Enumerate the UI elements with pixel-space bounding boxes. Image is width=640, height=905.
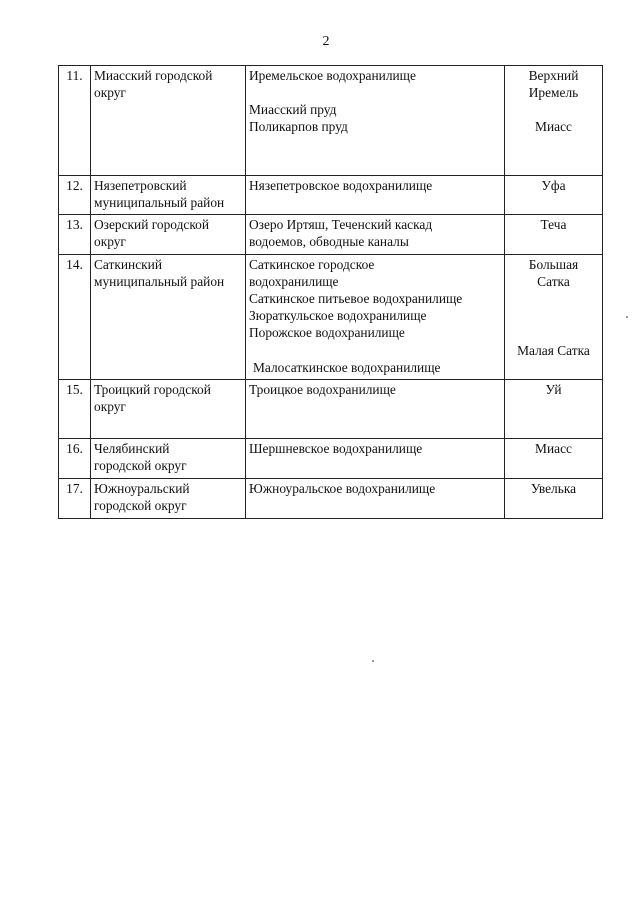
- district-line: Южноуральский: [94, 481, 190, 496]
- table-row: [59, 176, 603, 215]
- river-cell: [505, 176, 603, 215]
- river-cell: [505, 215, 603, 255]
- reservoir-cell: [246, 176, 505, 215]
- river-cell: [505, 479, 603, 519]
- reservoir-line: Порожское водохранилище: [249, 325, 405, 340]
- river-cell: [505, 439, 603, 479]
- district-line: Озерский городской: [94, 217, 210, 232]
- reservoir-cell: [246, 439, 505, 479]
- reservoir-line: Зюраткульское водохранилище: [249, 308, 427, 323]
- row-number: 16.: [59, 439, 91, 479]
- reservoir-line: Южноуральское водохранилище: [249, 481, 436, 496]
- river-line: Сатка: [537, 274, 570, 289]
- district-cell: [91, 380, 246, 439]
- district-line: муниципальный район: [94, 274, 225, 289]
- river-line: Уфа: [541, 178, 566, 193]
- table-row: [59, 215, 603, 255]
- river-line: Миасс: [535, 119, 572, 134]
- river-line: Теча: [540, 217, 567, 232]
- district-cell: [91, 479, 246, 519]
- page-number: 2: [322, 34, 330, 49]
- row-number: 14.: [59, 255, 91, 380]
- reservoir-line: Поликарпов пруд: [249, 119, 348, 134]
- reservoir-line: водоемов, обводные каналы: [249, 234, 409, 249]
- district-line: Челябинский: [94, 441, 170, 456]
- river-line: Иремель: [528, 85, 579, 100]
- district-line: Миасский городской: [94, 68, 213, 83]
- table-row: [59, 380, 603, 439]
- reservoir-cell: [246, 380, 505, 439]
- reservoir-line: Троицкое водохранилище: [249, 382, 396, 397]
- table-row: [59, 66, 603, 176]
- reservoir-table: [58, 65, 603, 519]
- reservoir-line: Нязепетровское водохранилище: [249, 178, 433, 193]
- district-cell: [91, 255, 246, 380]
- district-line: муниципальный район: [94, 195, 225, 210]
- reservoir-cell: [246, 255, 505, 380]
- district-line: Нязепетровский: [94, 178, 187, 193]
- row-number: 13.: [59, 215, 91, 255]
- district-cell: [91, 176, 246, 215]
- reservoir-cell: [246, 215, 505, 255]
- reservoir-line: Саткинское питьевое водохранилище: [249, 291, 463, 306]
- reservoir-cell: [246, 66, 505, 176]
- district-cell: [91, 215, 246, 255]
- river-cell: [505, 66, 603, 176]
- reservoir-line: Миасский пруд: [249, 102, 337, 117]
- district-line: городской округ: [94, 498, 187, 513]
- district-cell: [91, 439, 246, 479]
- river-line: Верхний: [528, 68, 579, 83]
- river-line: Увелька: [530, 481, 577, 496]
- river-line: Миасс: [535, 441, 572, 456]
- district-line: Саткинский: [94, 257, 162, 272]
- row-number: 12.: [59, 176, 91, 215]
- district-line: городской округ: [94, 458, 187, 473]
- river-line: Малая Сатка: [517, 343, 590, 358]
- river-cell: [505, 255, 603, 380]
- reservoir-cell: [246, 479, 505, 519]
- reservoir-line: Саткинское городское: [249, 257, 375, 272]
- scan-speck: [372, 660, 374, 662]
- river-line: Большая: [528, 257, 579, 272]
- district-line: округ: [94, 234, 126, 249]
- table-row: [59, 255, 603, 380]
- river-cell: [505, 380, 603, 439]
- district-line: округ: [94, 85, 126, 100]
- row-number: 15.: [59, 380, 91, 439]
- row-number: 17.: [59, 479, 91, 519]
- scan-speck: [626, 316, 628, 318]
- reservoir-line: Иремельское водохранилище: [249, 68, 416, 83]
- table-row: [59, 479, 603, 519]
- district-line: округ: [94, 399, 126, 414]
- reservoir-line: Малосаткинское водохранилище: [253, 360, 441, 375]
- table-row: [59, 439, 603, 479]
- reservoir-line: Озеро Иртяш, Теченский каскад: [249, 217, 433, 232]
- row-number: 11.: [59, 66, 91, 176]
- district-cell: [91, 66, 246, 176]
- reservoir-line: Шершневское водохранилище: [249, 441, 423, 456]
- river-line: Уй: [545, 382, 562, 397]
- reservoir-line: водохранилище: [249, 274, 339, 289]
- district-line: Троицкий городской: [94, 382, 211, 397]
